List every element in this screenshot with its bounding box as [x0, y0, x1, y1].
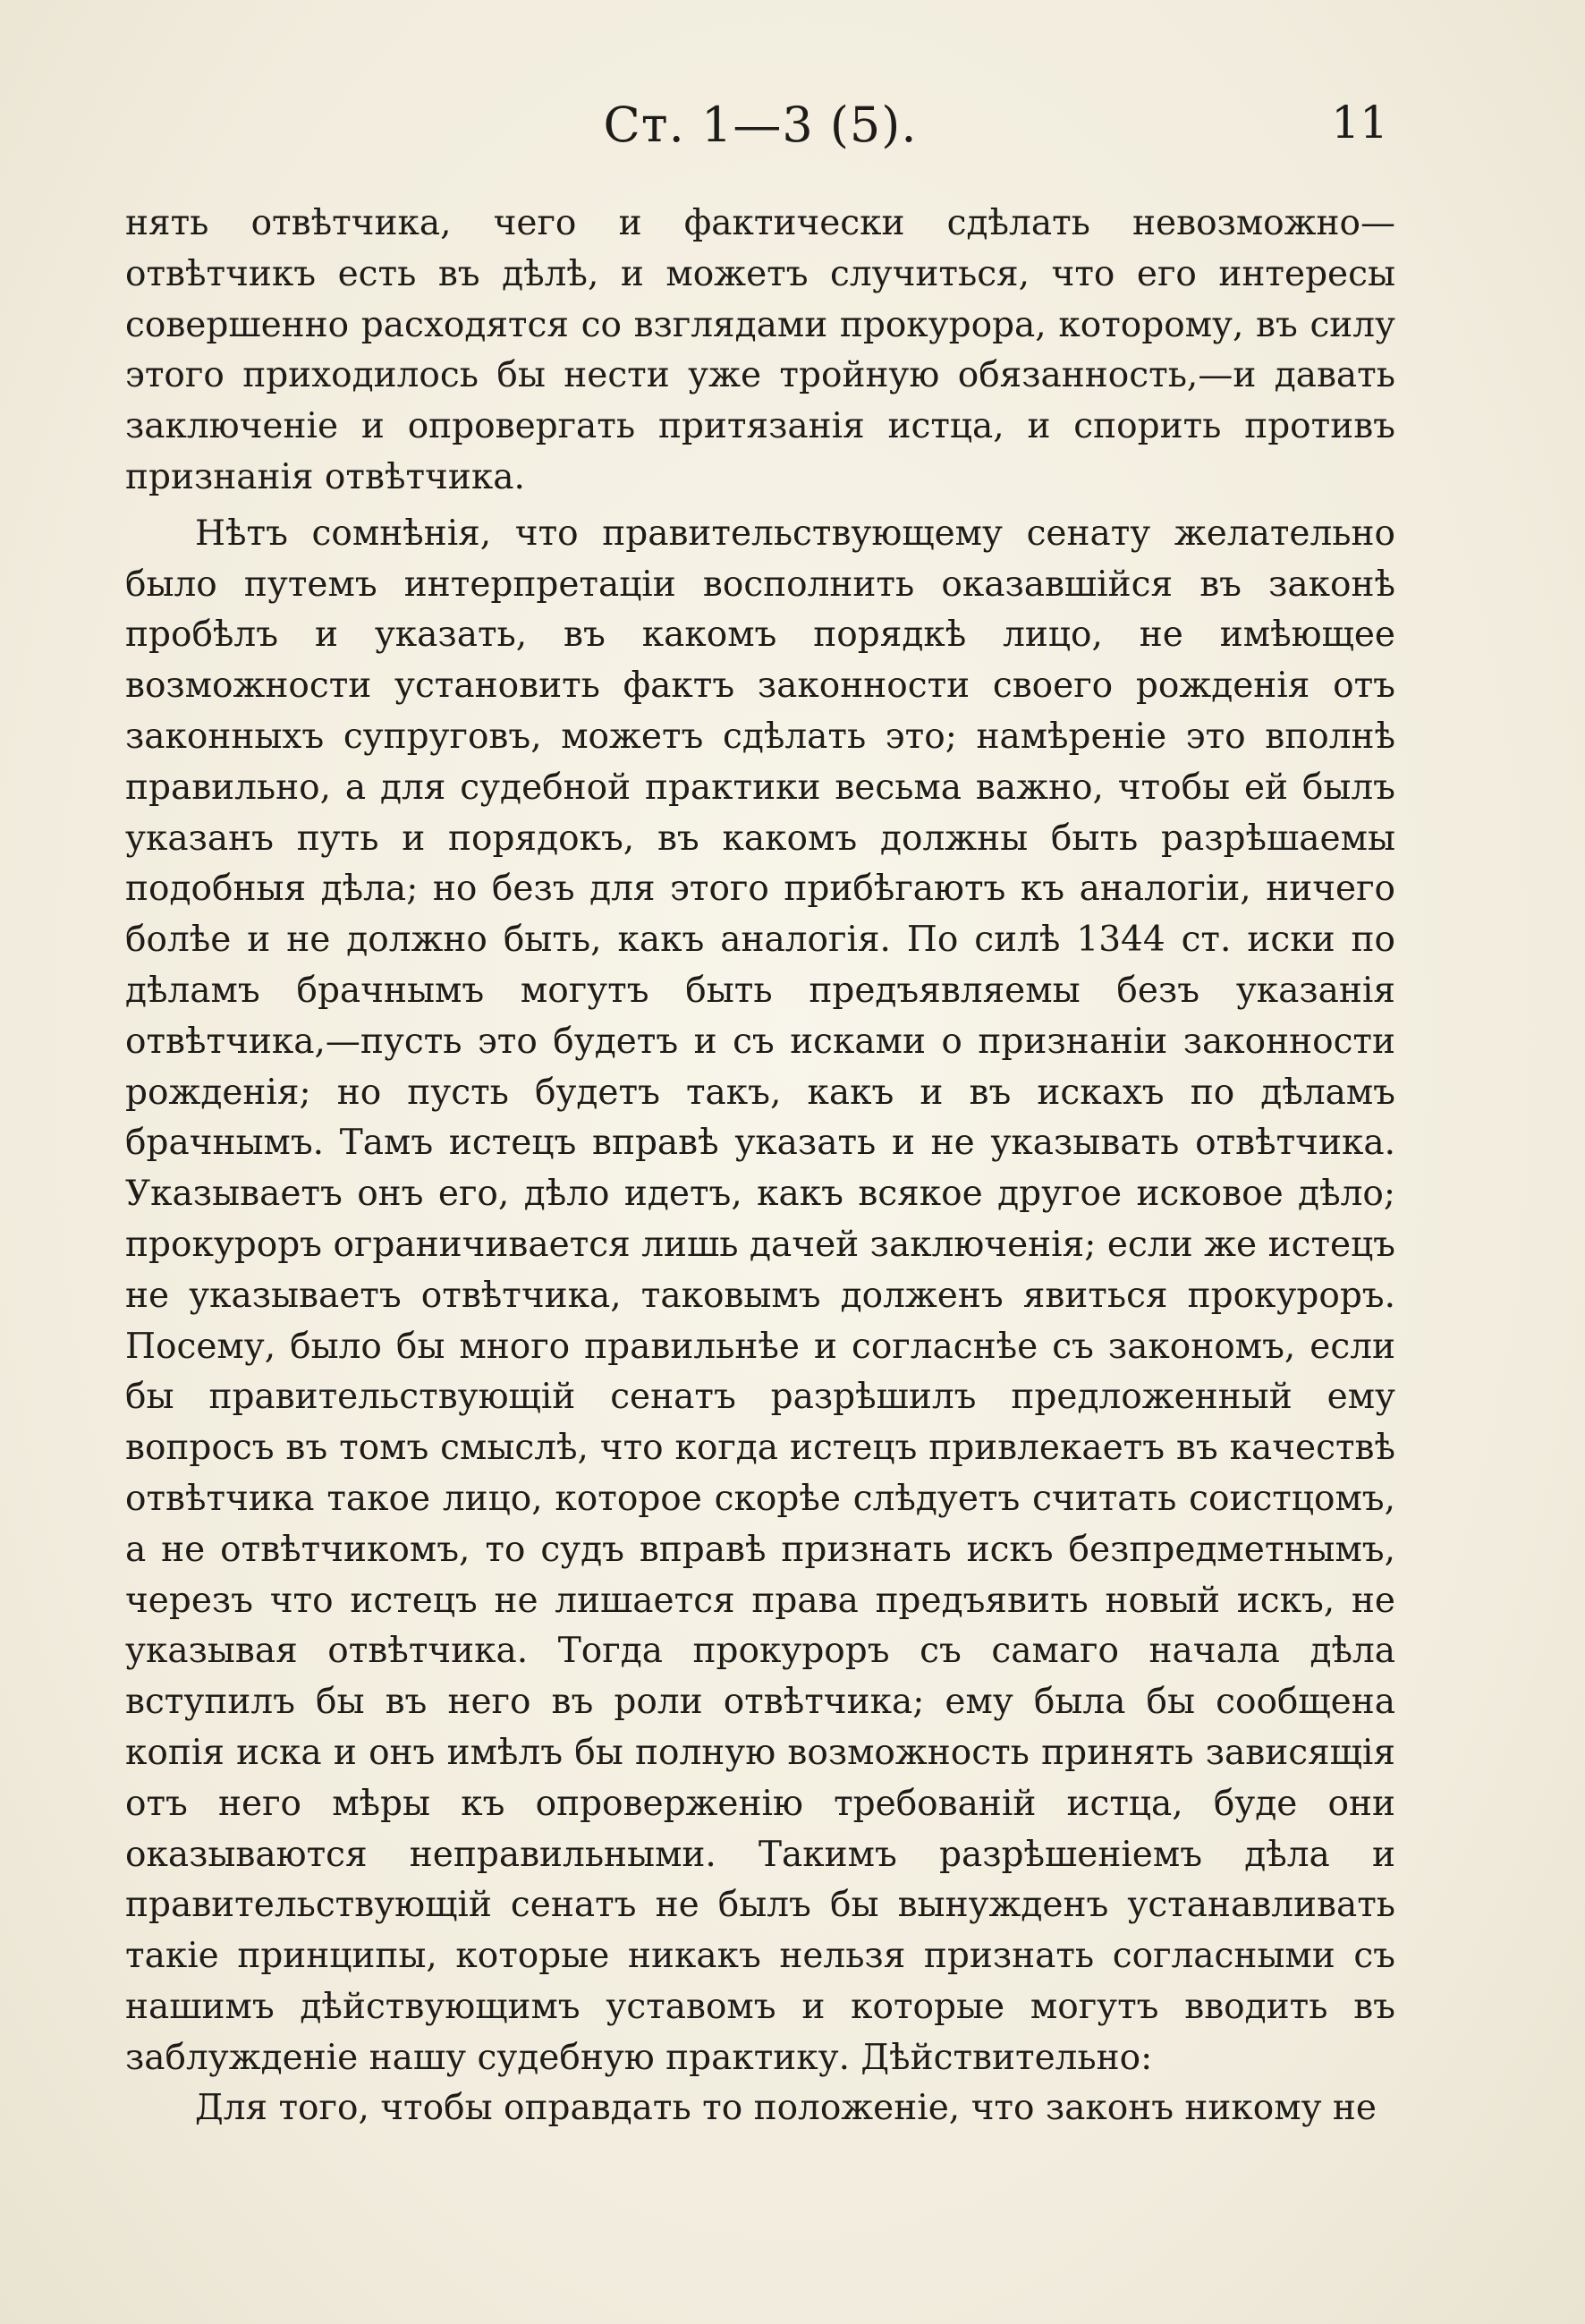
page-number: 11: [1331, 97, 1388, 148]
body-text: [125, 199, 1395, 2134]
page-header: [125, 97, 1395, 159]
running-title: Ст. 1—3 (5).: [603, 97, 918, 153]
paragraph-main: Нѣтъ сомнѣнія, что правительствующему сенату желательно было путемъ интерпретаціи восполнить оказавшійся въ законѣ пробѣлъ и указать, въ какомъ порядкѣ лицо, не имѣющее возможности установить фактъ законности своего рожденія отъ законныхъ супруговъ, можетъ сдѣлать это; намѣреніе это вполнѣ правильно, а для судебной практики весьма важно, чтобы ей былъ указанъ путь и порядокъ, въ какомъ должны быть разрѣшаемы подобныя дѣла; но безъ для этого прибѣгаютъ къ аналогіи, ничего болѣе и не должно быть, какъ аналогія. По силѣ 1344 ст. иски по дѣламъ брачнымъ могутъ быть предъявляемы безъ указанія отвѣтчика,—пусть это будетъ и съ исками о признаніи законности рожденія; но пусть будетъ такъ, какъ и въ искахъ по дѣламъ брачнымъ. Тамъ истецъ вправѣ указать и не указывать отвѣтчика. Указываетъ онъ его, дѣло идетъ, какъ всякое другое исковое дѣло; прокуроръ ограничивается лишь дачей заключенія; если же истецъ не указываетъ отвѣтчика, таковымъ долженъ явиться прокуроръ. Посему, было бы много правильнѣе и согласнѣе съ закономъ, если бы правительствующій сенатъ разрѣшилъ предложенный ему вопросъ въ томъ смыслѣ, что когда истецъ привлекаетъ въ качествѣ отвѣтчика такое лицо, которое скорѣе слѣдуетъ считать соистцомъ, а не отвѣтчикомъ, то судъ вправѣ признать искъ безпредметнымъ, черезъ что истецъ не лишается права предъявить новый искъ, не указывая отвѣтчика. Тогда прокуроръ съ самаго начала дѣла вступилъ бы въ него въ роли отвѣтчика; ему была бы сообщена копія иска и онъ имѣлъ бы полную возможность принять зависящія отъ него мѣры къ опроверженію требованій истца, буде они оказываются неправильными. Такимъ разрѣшеніемъ дѣла и правительствующій сенатъ не былъ бы вынужденъ устанавливать такіе принципы, которые никакъ нельзя признать согласными съ нашимъ дѣйствующимъ уставомъ и которые могутъ вводить въ заблужденіе нашу судебную практику. Дѣйствительно:: [125, 513, 1395, 2078]
paragraph-final: Для того, чтобы оправдать то положеніе, что законъ никому не: [195, 2088, 1377, 2129]
paragraph-continuation: нять отвѣтчика, чего и фактически сдѣлать невозможно—отвѣтчикъ есть въ дѣлѣ, и можетъ случиться, что его интересы совершенно расходятся со взглядами прокурора, которому, въ силу этого приходилось бы нести уже тройную обязанность,—и давать заключеніе и опровергать притязанія истца, и спорить противъ признанія отвѣтчика.: [125, 203, 1395, 497]
